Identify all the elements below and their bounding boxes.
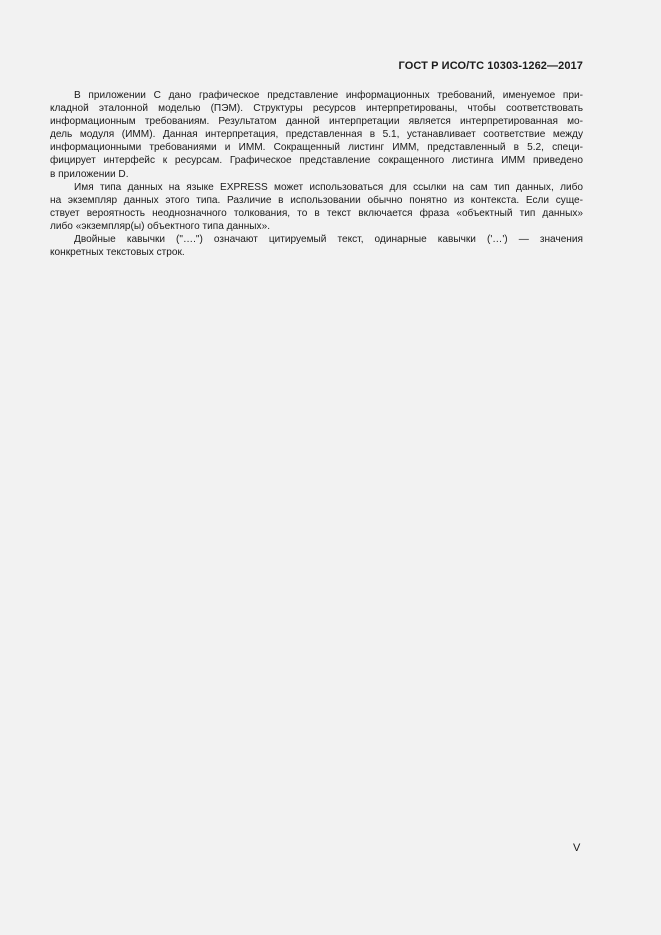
text-line: в приложении D. (50, 168, 129, 180)
paragraph-quotes (50, 233, 583, 259)
paragraph-annex-c (50, 89, 583, 181)
document-code-header: ГОСТ Р ИСО/ТС 10303-1262—2017 (398, 60, 583, 72)
paragraph-express-types (50, 181, 583, 233)
text-line: В приложении С дано графическое представление информационных требований, именуемое при- (74, 90, 583, 101)
text-line: фицирует интерфейс к ресурсам. Графическое представление сокращенного листинга ИММ приведено (50, 155, 583, 167)
text-line: Двойные кавычки ("….") означают цитируемый текст, одинарные кавычки ('…') — значения (74, 234, 583, 246)
text-line: либо «экземпляр(ы) объектного типа данных». (50, 220, 271, 232)
page-number: V (573, 842, 581, 854)
text-line: дель модуля (ИММ). Данная интерпретация, представленная в 5.1, устанавливает соответствие между (50, 129, 583, 141)
text-line: кладной эталонной моделью (ПЭМ). Структуры ресурсов интерпретированы, чтобы соответствовать (50, 103, 583, 115)
text-line: информационными требованиями и ИММ. Сокращенный листинг ИММ, представленный в 5.2, специ- (50, 142, 583, 154)
text-line: конкретных текстовых строк. (50, 247, 185, 259)
text-line: Имя типа данных на языке EXPRESS может использоваться для ссылки на сам тип данных, либо (74, 181, 583, 193)
text-line: на экземпляр данных этого типа. Различие в использовании обычно понятно из контекста. Если суще- (50, 194, 583, 206)
text-line: информационным требованиям. Результатом данной интерпретации является интерпретированная мо- (50, 116, 583, 128)
text-line: ствует вероятность неоднозначного толкования, то в текст включается фраза «объектный тип данных» (50, 207, 583, 219)
body-text (50, 89, 583, 259)
